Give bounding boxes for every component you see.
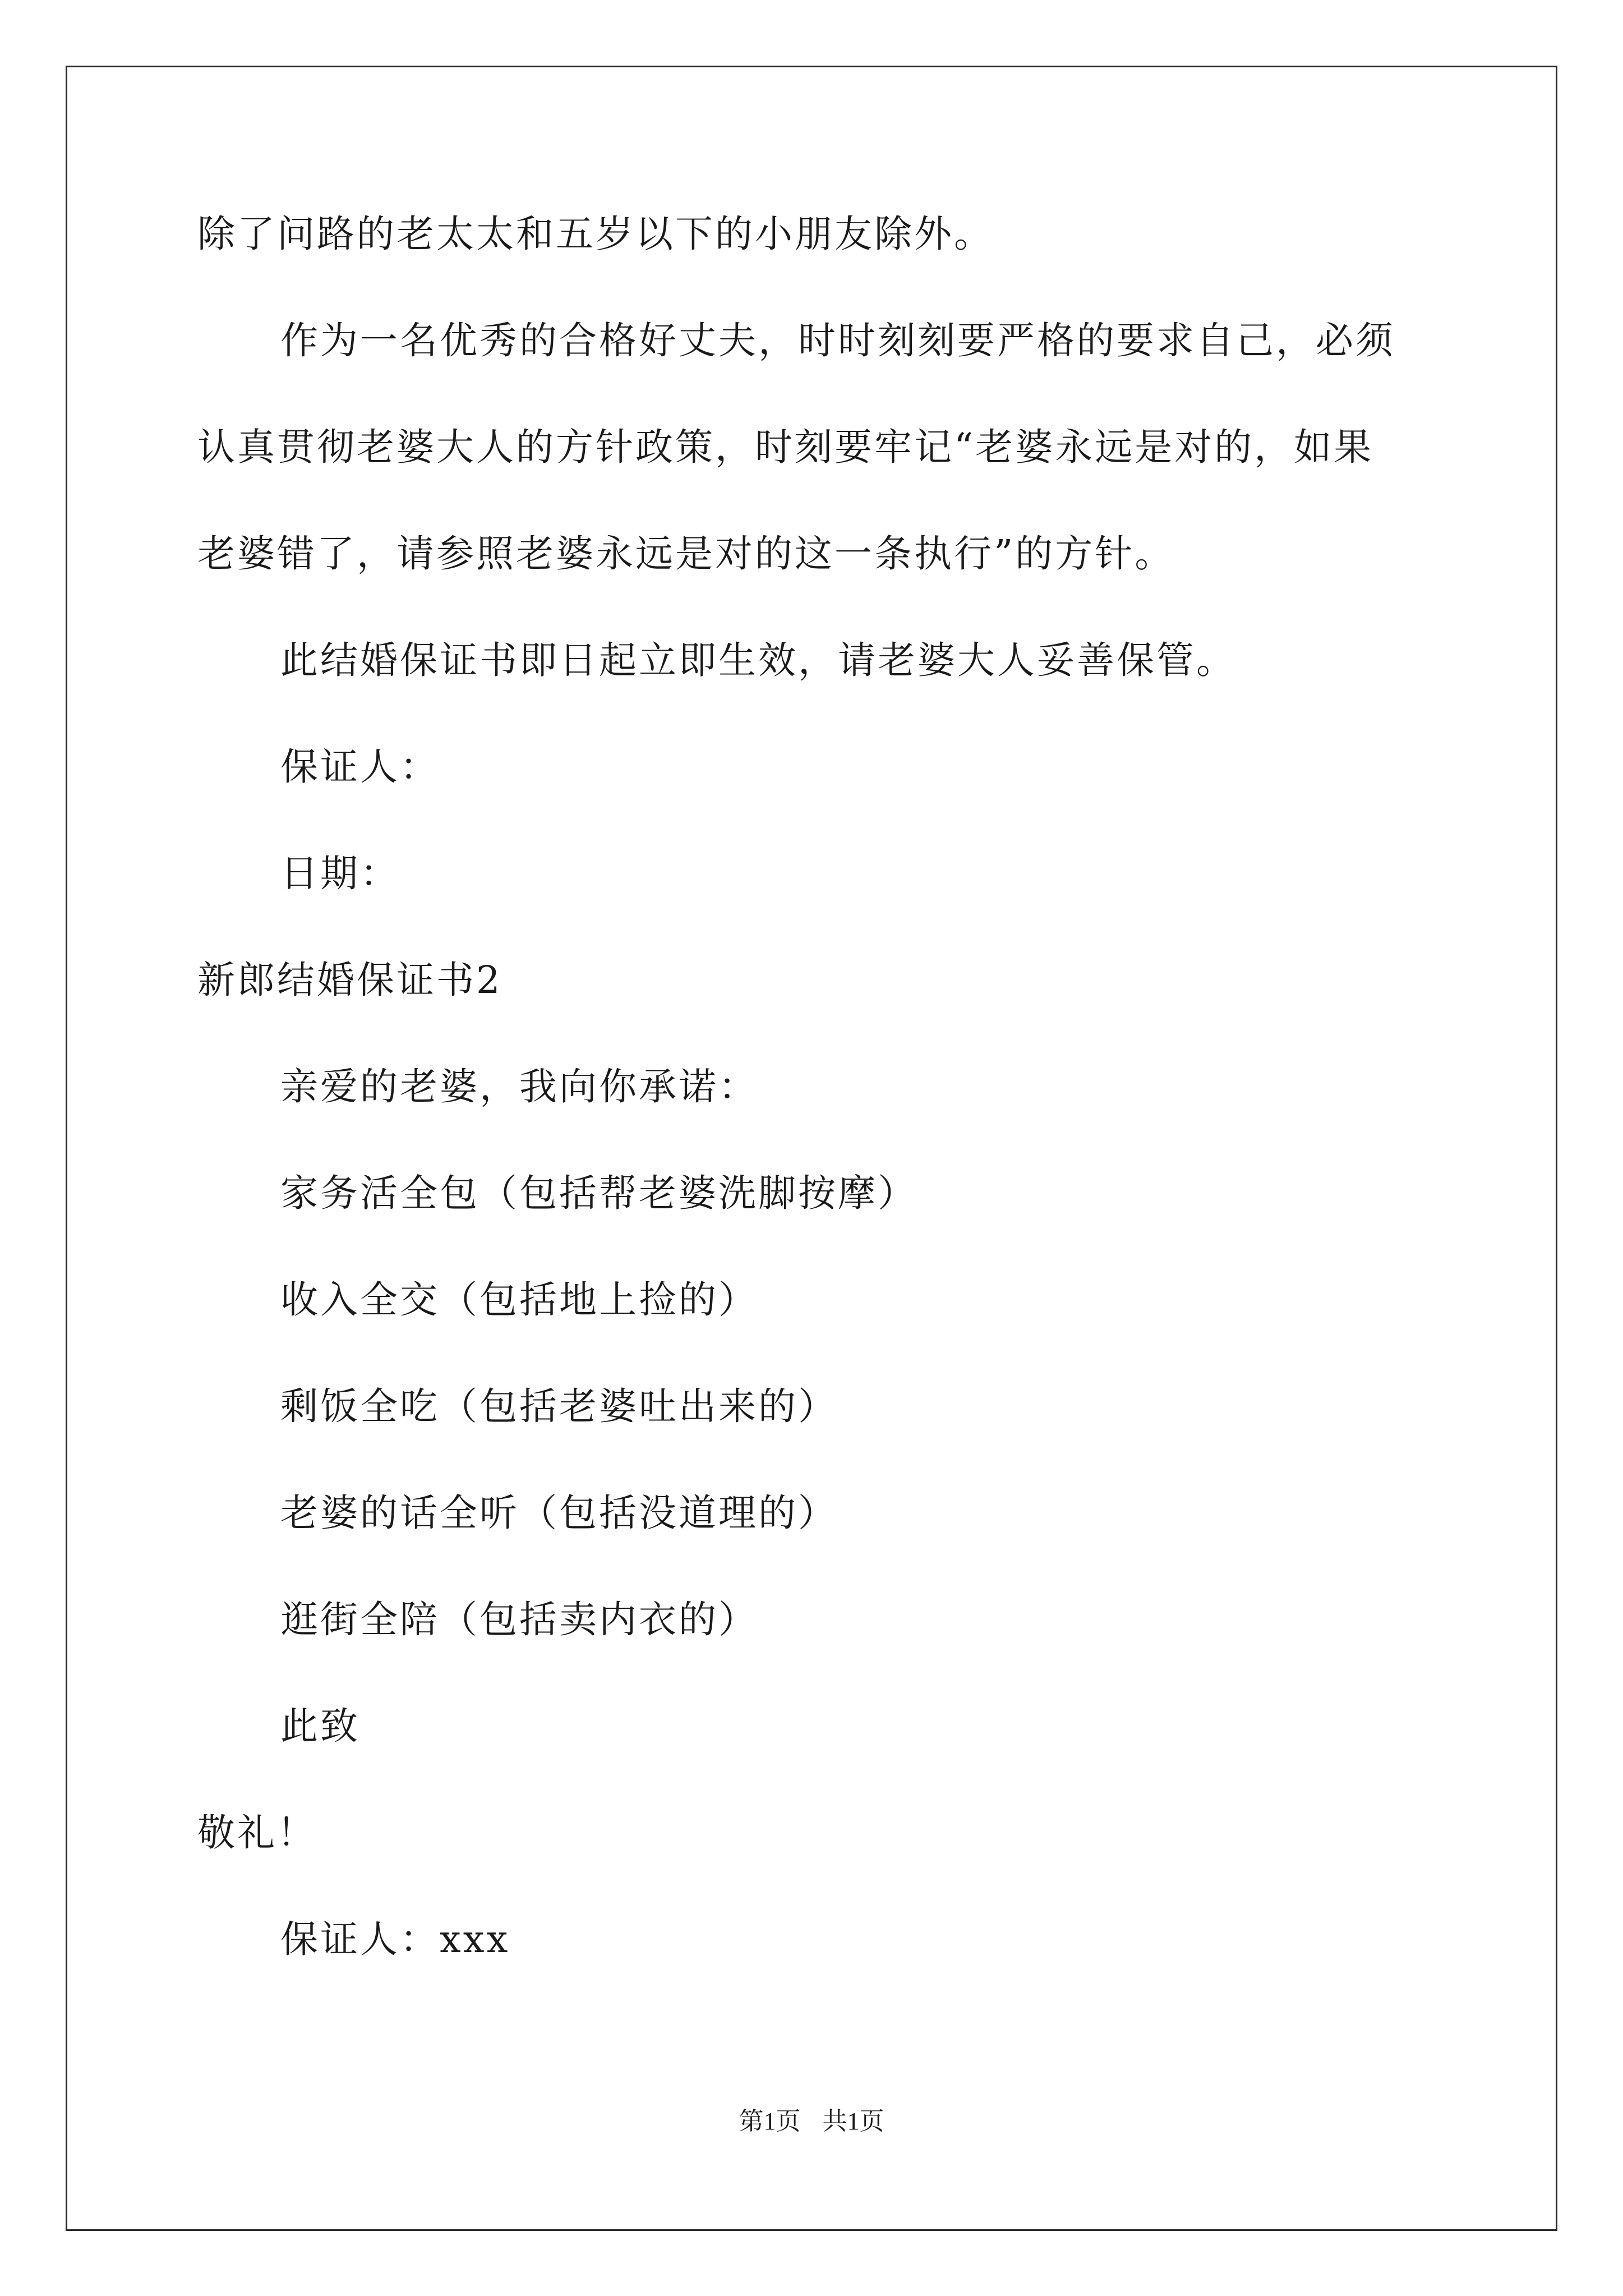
promise-item: 收入全交（包括地上捡的） xyxy=(280,1278,758,1322)
page-footer xyxy=(0,2105,1623,2138)
page-number-current: 第1页 xyxy=(739,2108,801,2135)
paragraph-line: 此结婚保证书即日起立即生效，请老婆大人妥善保管。 xyxy=(280,638,1236,682)
salutation: 亲爱的老婆，我向你承诺： xyxy=(280,1065,758,1108)
signer-label: 保证人： xyxy=(280,745,440,789)
page-number-total: 共1页 xyxy=(822,2108,884,2135)
signer-line: 保证人：xxx xyxy=(280,1917,510,1961)
paragraph-line: 认真贯彻老婆大人的方针政策，时刻要牢记“老婆永远是对的，如果 xyxy=(197,425,1374,469)
promise-item: 家务活全包（包括帮老婆洗脚按摩） xyxy=(280,1171,917,1215)
date-label: 日期： xyxy=(280,852,400,895)
section-heading: 新郎结婚保证书2 xyxy=(197,958,502,1002)
promise-item: 剩饭全吃（包括老婆吐出来的） xyxy=(280,1384,838,1428)
paragraph-line: 作为一名优秀的合格好丈夫，时时刻刻要严格的要求自己，必须 xyxy=(280,319,1395,362)
closing-regards: 敬礼！ xyxy=(197,1811,317,1855)
promise-item: 逛街全陪（包括卖内衣的） xyxy=(280,1598,758,1641)
paragraph-line: 老婆错了，请参照老婆永远是对的这一条执行”的方针。 xyxy=(197,532,1175,576)
promise-item: 老婆的话全听（包括没道理的） xyxy=(280,1491,838,1535)
paragraph-line: 除了问路的老太太和五岁以下的小朋友除外。 xyxy=(197,212,994,256)
closing-line: 此致 xyxy=(280,1704,360,1748)
page-border xyxy=(66,66,1557,2231)
